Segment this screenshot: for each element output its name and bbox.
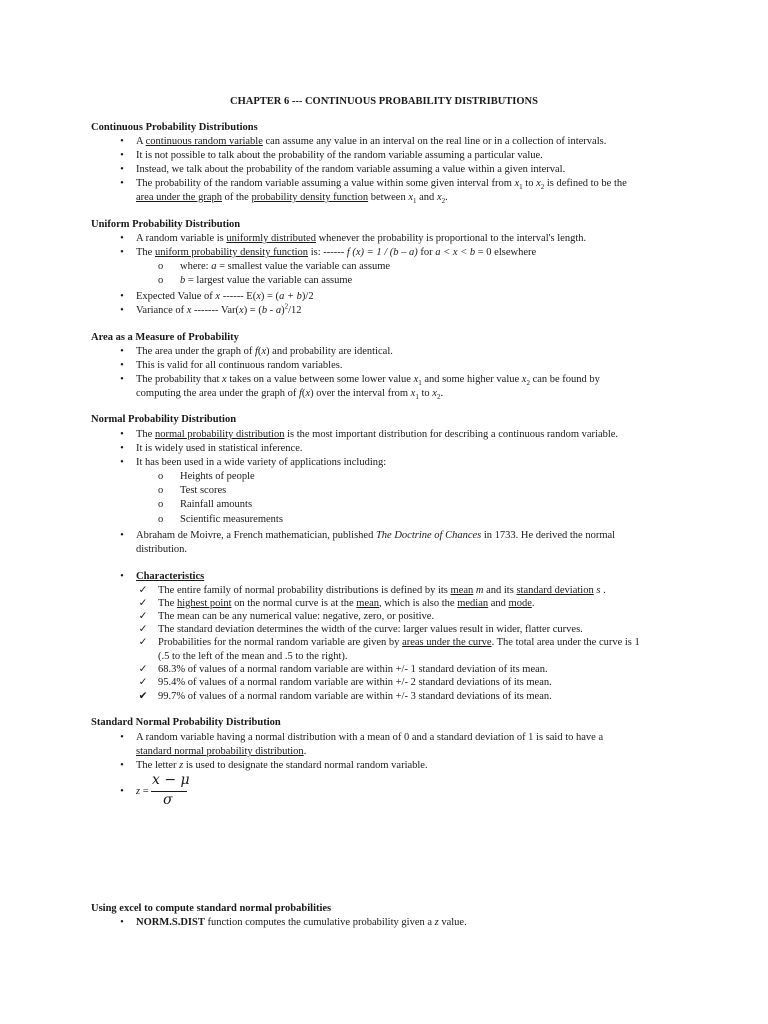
checkmark-icon: ✓ [138,624,148,635]
list-item: The probability of the random variable assuming a value within some given interval from $x_1$ to $x_2$ is defined to be the [136,178,627,192]
characteristic-item: 95.4% of values of a normal random variable are within +/- 2 standard deviations of its mean. [158,677,552,688]
bullet-icon: • [120,233,124,244]
section-heading-area: Area as a Measure of Probability [91,332,239,343]
list-item: The normal probability distribution is the most important distribution for describing a continuous random variable. [136,429,619,440]
checkmark-icon: ✓ [138,598,148,609]
bullet-icon: • [120,150,124,161]
section-heading-normal: Normal Probability Distribution [91,414,237,425]
bullet-icon: • [120,429,124,440]
bullet-icon: • [120,305,124,316]
checkmark-icon: ✓ [138,677,148,688]
characteristic-item: The standard deviation determines the width of the curve: larger values result in wider, flatter curves. [158,624,583,635]
bullet-icon: • [120,360,124,371]
circle-bullet-icon: o [158,499,164,510]
circle-bullet-icon: o [158,514,164,525]
checkmark-icon: ✓ [138,585,148,596]
bullet-icon: • [120,164,124,175]
sub-list-item: Test scores [180,485,227,496]
checkmark-icon: ✓ [138,664,148,675]
formula-lhs: z = [136,786,149,797]
checkmark-icon: ✓ [138,637,148,648]
list-item-continuation: standard normal probability distribution. [136,746,307,757]
list-item: Expected Value of x ------ E(x) = (a + b)/2 [136,291,314,302]
bullet-icon: • [120,917,124,928]
bullet-icon: • [120,374,124,385]
bullet-icon: • [120,530,124,541]
circle-bullet-icon: o [158,261,164,272]
list-item: A random variable having a normal distribution with a mean of 0 and a standard deviation of 1 is said to have a [136,732,604,743]
checkmark-bold-icon: ✔ [138,691,148,702]
list-item: A continuous random variable can assume any value in an interval on the real line or in a collection of intervals. [136,136,607,147]
characteristic-continuation: (.5 to the left of the mean and .5 to the right). [158,651,348,662]
list-item: It is widely used in statistical inference. [136,443,303,454]
characteristic-item: The highest point on the normal curve is at the mean, which is also the median and mode. [158,598,535,609]
sub-list-item: b = largest value the variable can assume [180,275,353,286]
bullet-icon: • [120,443,124,454]
sub-list-item: Scientific measurements [180,514,283,525]
list-item: It is not possible to talk about the probability of the random variable assuming a particular value. [136,150,543,161]
sub-list-item: Rainfall amounts [180,499,253,510]
formula-denominator: σ [163,792,173,808]
section-heading-standard-normal: Standard Normal Probability Distribution [91,717,281,728]
list-item: The area under the graph of f(x) and probability are identical. [136,346,393,357]
list-item-continuation: distribution. [136,544,188,555]
list-item: The uniform probability density function is: ------ f (x) = 1 / (b – a) for a < x < b = 0 elsewhere [136,247,537,258]
bullet-icon: • [120,247,124,258]
circle-bullet-icon: o [158,485,164,496]
list-item: This is valid for all continuous random variables. [136,360,343,371]
section-heading-continuous: Continuous Probability Distributions [91,122,258,133]
checkmark-icon: ✓ [138,611,148,622]
list-item: A random variable is uniformly distributed whenever the probability is proportional to the interval's length. [136,233,587,244]
page-title: CHAPTER 6 --- CONTINUOUS PROBABILITY DISTRIBUTIONS [230,96,538,107]
characteristic-item: 99.7% of values of a normal random variable are within +/- 3 standard deviations of its mean. [158,691,552,702]
section-heading-excel: Using excel to compute standard normal probabilities [91,903,332,914]
list-item-continuation: computing the area under the graph of f(x) over the interval from $x_1$ to $x_2$. [136,388,444,402]
section-heading-uniform: Uniform Probability Distribution [91,219,241,230]
bullet-icon: • [120,786,124,797]
bullet-icon: • [120,178,124,189]
bullet-icon: • [120,571,124,582]
characteristic-item: The mean can be any numerical value: negative, zero, or positive. [158,611,435,622]
bullet-icon: • [120,457,124,468]
formula-numerator: x − μ [152,772,190,788]
list-item-continuation: area under the graph of the probability density function between $x_1$ and $x_2$. [136,192,448,206]
sub-list-item: Heights of people [180,471,255,482]
characteristics-heading: Characteristics [136,571,205,582]
circle-bullet-icon: o [158,471,164,482]
list-item: The letter z is used to designate the standard normal random variable. [136,760,428,771]
bullet-icon: • [120,346,124,357]
list-item: The probability that x takes on a value between some lower value $x_1$ and some higher value $x_2$ can be found by [136,374,600,388]
list-item: Variance of x ------- Var(x) = (b - a)$^2$/12 [136,302,302,316]
bullet-icon: • [120,136,124,147]
characteristic-item: 68.3% of values of a normal random variable are within +/- 1 standard deviation of its mean. [158,664,548,675]
circle-bullet-icon: o [158,275,164,286]
list-item: Instead, we talk about the probability of the random variable assuming a value within a given interval. [136,164,566,175]
bullet-icon: • [120,760,124,771]
list-item: It has been used in a wide variety of applications including: [136,457,387,468]
list-item: Abraham de Moivre, a French mathematician, published The Doctrine of Chances in 1733. He derived the normal [136,530,616,541]
sub-list-item: where: a = smallest value the variable can assume [180,261,391,272]
list-item: NORM.S.DIST function computes the cumulative probability given a z value. [136,917,467,928]
characteristic-item: Probabilities for the normal random variable are given by areas under the curve. The total area under the curve is 1 [158,637,640,648]
characteristic-item: The entire family of normal probability distributions is defined by its mean m and its standard deviation s . [158,585,606,596]
bullet-icon: • [120,732,124,743]
bullet-icon: • [120,291,124,302]
